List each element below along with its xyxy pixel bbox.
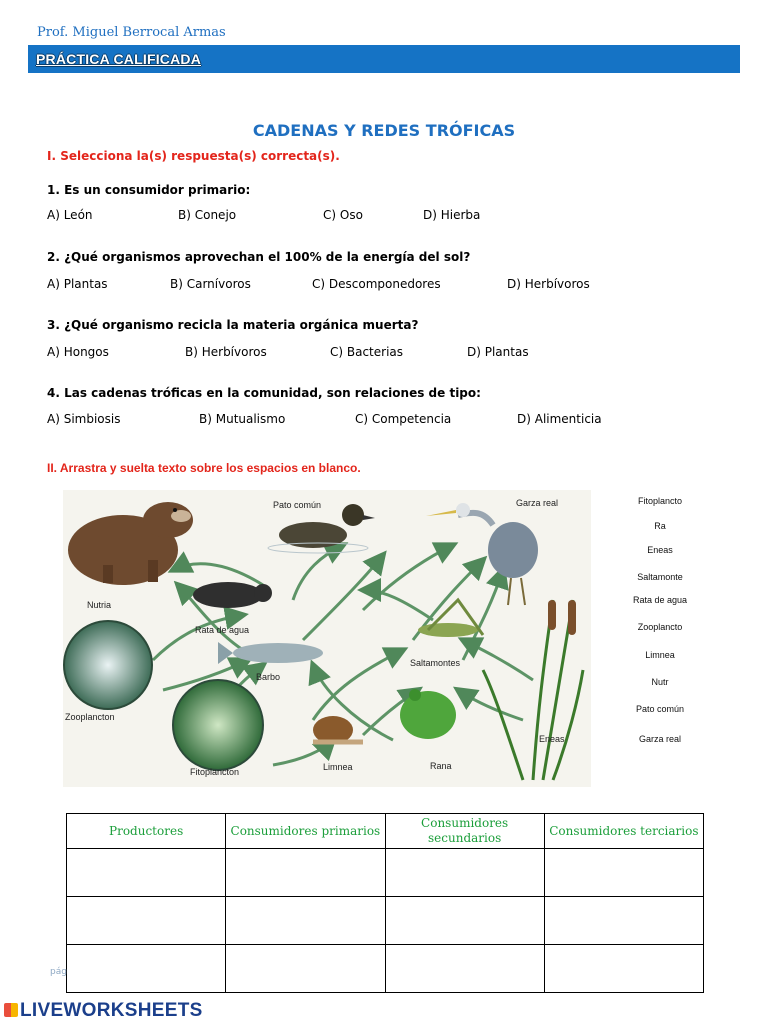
drop-cell[interactable] — [226, 849, 385, 897]
label-garza: Garza real — [516, 498, 559, 508]
q4-option-a[interactable]: A) Simbiosis — [47, 412, 121, 426]
header-productores: Productores — [67, 814, 226, 849]
food-web-illustration — [63, 490, 591, 787]
q2-option-d[interactable]: D) Herbívoros — [507, 277, 590, 291]
drop-cell[interactable] — [544, 849, 703, 897]
q4-option-c[interactable]: C) Competencia — [355, 412, 452, 426]
header-consumidores-terciarios: Consumidores terciarios — [544, 814, 703, 849]
question-4: 4. Las cadenas tróficas en la comunidad, son relaciones de tipo: — [47, 386, 481, 400]
logo-icon — [4, 1003, 18, 1017]
drag-word[interactable]: Pato común — [635, 704, 685, 714]
label-nutria: Nutria — [87, 600, 112, 610]
logo-text: LIVEWORKSHEETS — [20, 1000, 203, 1021]
section-1-heading: I. Selecciona la(s) respuesta(s) correcta(s). — [47, 149, 340, 163]
drag-word[interactable]: Saltamonte — [637, 572, 683, 582]
drag-word[interactable]: Ra — [654, 521, 666, 531]
label-pato: Pato común — [273, 500, 322, 510]
q1-option-c[interactable]: C) Oso — [323, 208, 363, 222]
drag-word[interactable]: Zooplancto — [637, 622, 683, 632]
header-consumidores-primarios: Consumidores primarios — [226, 814, 385, 849]
header-consumidores-secundarios: Consumidores secundarios — [385, 814, 544, 849]
page-label: pág — [50, 967, 67, 977]
q1-option-d[interactable]: D) Hierba — [423, 208, 481, 222]
q2-option-a[interactable]: A) Plantas — [47, 277, 108, 291]
question-2: 2. ¿Qué organismos aprovechan el 100% de la energía del sol? — [47, 250, 471, 264]
liveworksheets-logo[interactable] — [4, 1000, 203, 1022]
drop-cell[interactable] — [544, 945, 703, 993]
table-row — [67, 849, 704, 897]
drop-cell[interactable] — [226, 897, 385, 945]
drop-cell[interactable] — [385, 897, 544, 945]
drag-word[interactable]: Garza real — [638, 734, 682, 744]
q1-option-b[interactable]: B) Conejo — [178, 208, 237, 222]
title-banner — [28, 45, 740, 73]
label-rata: Rata de agua — [195, 625, 250, 635]
q2-option-c[interactable]: C) Descomponedores — [312, 277, 441, 291]
q1-option-a[interactable]: A) León — [47, 208, 93, 222]
question-1: 1. Es un consumidor primario: — [47, 183, 251, 197]
drop-cell[interactable] — [67, 849, 226, 897]
drag-word[interactable]: Fitoplancto — [637, 496, 683, 506]
label-fitoplancton: Fitoplancton — [190, 767, 240, 777]
q3-option-d[interactable]: D) Plantas — [467, 345, 529, 359]
drag-word[interactable]: Nutr — [651, 677, 669, 687]
zooplankton-figure — [64, 621, 152, 709]
author-name: Prof. Miguel Berrocal Armas — [37, 25, 226, 40]
drop-cell[interactable] — [67, 897, 226, 945]
table-row — [67, 945, 704, 993]
banner-text: PRÁCTICA CALIFICADA — [36, 51, 202, 67]
drag-word[interactable]: Eneas — [647, 545, 673, 555]
q3-option-a[interactable]: A) Hongos — [47, 345, 109, 359]
q4-option-b[interactable]: B) Mutualismo — [199, 412, 286, 426]
page-title: CADENAS Y REDES TRÓFICAS — [252, 121, 516, 140]
drag-word[interactable]: Limnea — [645, 650, 675, 660]
label-saltamontes: Saltamontes — [410, 658, 461, 668]
drop-cell[interactable] — [385, 849, 544, 897]
q4-option-d[interactable]: D) Alimenticia — [517, 412, 602, 426]
q3-option-c[interactable]: C) Bacterias — [330, 345, 404, 359]
q2-option-b[interactable]: B) Carnívoros — [170, 277, 251, 291]
drop-cell[interactable] — [385, 945, 544, 993]
table-row — [67, 897, 704, 945]
drop-cell[interactable] — [544, 897, 703, 945]
drop-cell[interactable] — [67, 945, 226, 993]
drop-cell[interactable] — [226, 945, 385, 993]
question-3: 3. ¿Qué organismo recicla la materia orgánica muerta? — [47, 318, 419, 332]
label-barbo: Barbo — [256, 672, 281, 682]
label-zooplancton: Zooplancton — [65, 712, 115, 722]
section-2-heading: II. Arrastra y suelta texto sobre los espacios en blanco. — [47, 461, 361, 475]
phytoplankton-figure — [173, 680, 263, 770]
drag-word[interactable]: Rata de agua — [632, 595, 688, 605]
label-limnea: Limnea — [323, 762, 353, 772]
q3-option-b[interactable]: B) Herbívoros — [185, 345, 267, 359]
label-eneas: Eneas — [539, 734, 565, 744]
label-rana: Rana — [430, 761, 452, 771]
classification-table — [66, 813, 704, 993]
